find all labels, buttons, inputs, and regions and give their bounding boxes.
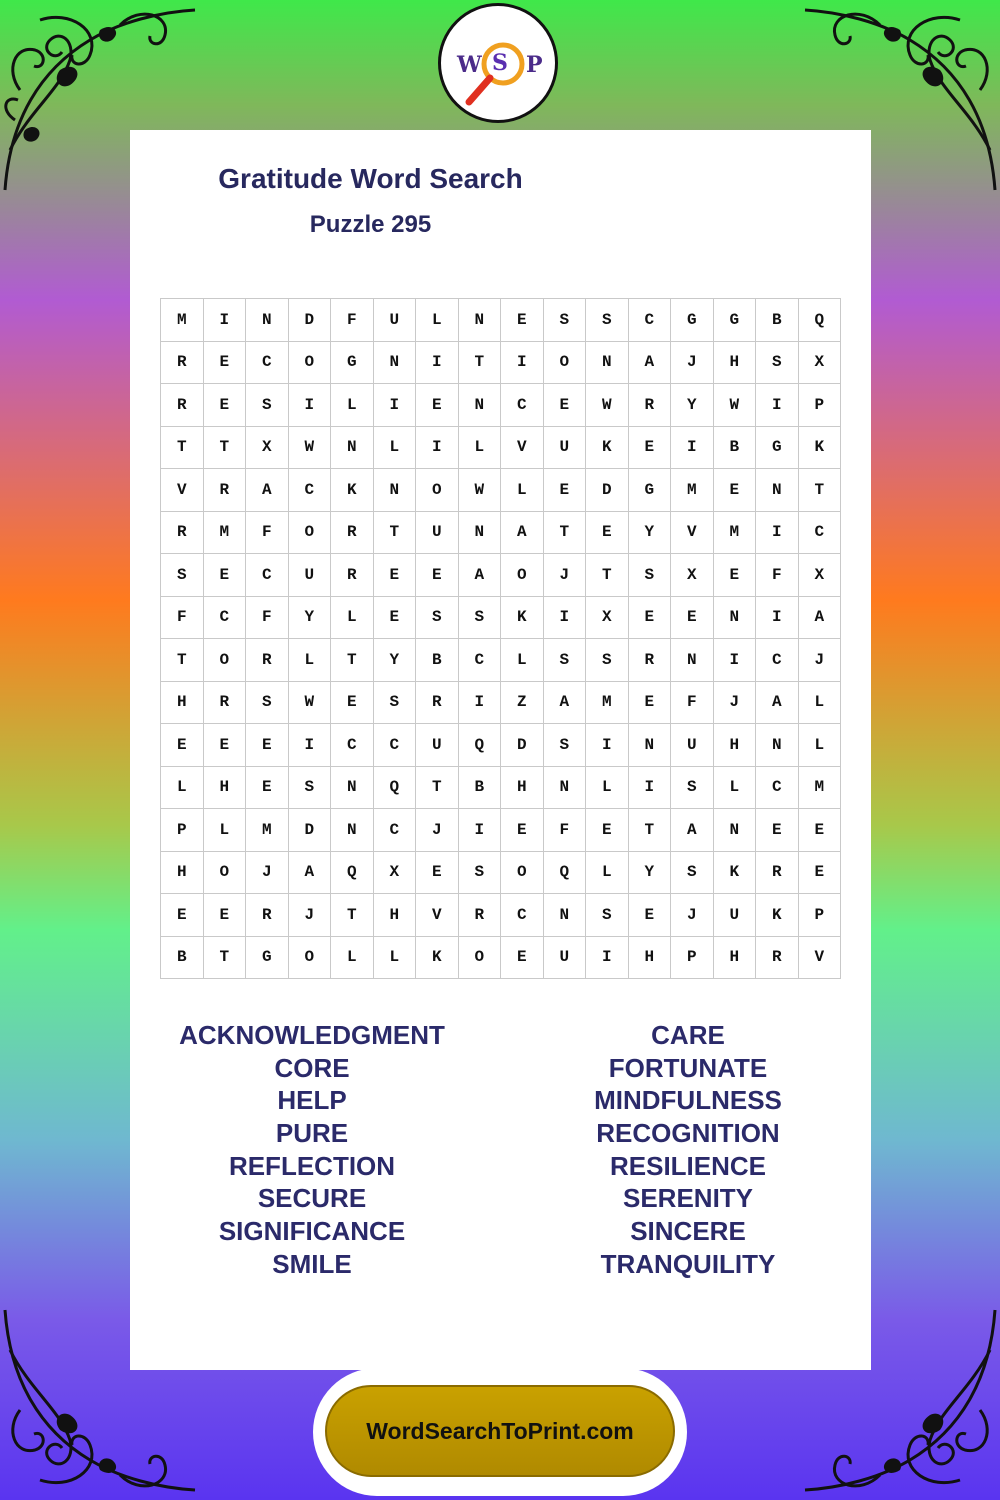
- grid-cell[interactable]: J: [543, 554, 586, 597]
- grid-cell[interactable]: R: [161, 511, 204, 554]
- word-list-item: SERENITY: [622, 1183, 754, 1214]
- grid-row: [161, 894, 841, 937]
- grid-row: [161, 299, 841, 342]
- grid-row: [161, 554, 841, 597]
- grid-row: [161, 469, 841, 512]
- grid-cell[interactable]: A: [798, 596, 841, 639]
- grid-cell[interactable]: R: [161, 341, 204, 384]
- word-list-item: FORTUNATE: [608, 1052, 768, 1083]
- word-list-item: SINCERE: [630, 1216, 746, 1247]
- grid-cell[interactable]: C: [203, 596, 246, 639]
- grid-cell[interactable]: O: [543, 341, 586, 384]
- grid-cell[interactable]: E: [501, 936, 544, 979]
- grid-cell[interactable]: L: [798, 724, 841, 767]
- grid-cell[interactable]: X: [671, 554, 714, 597]
- grid-row: [161, 766, 841, 809]
- grid-cell[interactable]: F: [246, 596, 289, 639]
- grid-cell[interactable]: V: [501, 426, 544, 469]
- grid-cell[interactable]: N: [713, 809, 756, 852]
- grid-cell[interactable]: V: [416, 894, 459, 937]
- grid-cell[interactable]: S: [246, 681, 289, 724]
- grid-cell[interactable]: E: [543, 469, 586, 512]
- grid-cell[interactable]: T: [161, 426, 204, 469]
- grid-cell[interactable]: B: [756, 299, 799, 342]
- grid-cell[interactable]: Q: [331, 851, 374, 894]
- grid-cell[interactable]: N: [458, 384, 501, 427]
- grid-cell[interactable]: H: [161, 681, 204, 724]
- grid-cell[interactable]: H: [373, 894, 416, 937]
- grid-cell[interactable]: C: [501, 894, 544, 937]
- grid-cell[interactable]: S: [246, 384, 289, 427]
- grid-cell[interactable]: S: [628, 554, 671, 597]
- grid-cell[interactable]: E: [671, 596, 714, 639]
- grid-cell[interactable]: E: [246, 724, 289, 767]
- grid-cell[interactable]: S: [373, 681, 416, 724]
- grid-cell[interactable]: K: [416, 936, 459, 979]
- word-list-item: ACKNOWLEDGMENT: [179, 1020, 445, 1050]
- grid-cell[interactable]: A: [628, 341, 671, 384]
- word-list-left: [152, 1019, 472, 1281]
- grid-cell[interactable]: E: [628, 426, 671, 469]
- grid-row: [161, 681, 841, 724]
- grid-cell[interactable]: O: [203, 851, 246, 894]
- grid-cell[interactable]: L: [501, 639, 544, 682]
- grid-cell[interactable]: E: [416, 554, 459, 597]
- grid-cell[interactable]: Y: [628, 511, 671, 554]
- wsp-logo: [438, 3, 558, 123]
- grid-cell[interactable]: T: [543, 511, 586, 554]
- grid-cell[interactable]: I: [756, 596, 799, 639]
- grid-cell[interactable]: L: [331, 384, 374, 427]
- grid-cell[interactable]: I: [586, 724, 629, 767]
- grid-cell[interactable]: A: [671, 809, 714, 852]
- grid-cell[interactable]: R: [628, 384, 671, 427]
- grid-cell[interactable]: K: [713, 851, 756, 894]
- grid-cell[interactable]: R: [756, 851, 799, 894]
- grid-cell[interactable]: S: [288, 766, 331, 809]
- grid-cell[interactable]: Q: [458, 724, 501, 767]
- grid-cell[interactable]: S: [586, 894, 629, 937]
- grid-cell[interactable]: C: [373, 809, 416, 852]
- grid-cell[interactable]: F: [671, 681, 714, 724]
- grid-cell[interactable]: W: [586, 384, 629, 427]
- grid-cell[interactable]: E: [543, 384, 586, 427]
- grid-cell[interactable]: E: [586, 511, 629, 554]
- grid-cell[interactable]: U: [713, 894, 756, 937]
- grid-cell[interactable]: A: [288, 851, 331, 894]
- grid-cell[interactable]: J: [671, 894, 714, 937]
- grid-cell[interactable]: E: [501, 299, 544, 342]
- grid-cell[interactable]: T: [203, 936, 246, 979]
- site-link-button[interactable]: [325, 1385, 675, 1477]
- grid-cell[interactable]: U: [288, 554, 331, 597]
- grid-cell[interactable]: K: [586, 426, 629, 469]
- grid-cell[interactable]: E: [203, 554, 246, 597]
- grid-cell[interactable]: P: [671, 936, 714, 979]
- grid-cell[interactable]: C: [756, 639, 799, 682]
- grid-cell[interactable]: G: [246, 936, 289, 979]
- grid-cell[interactable]: I: [671, 426, 714, 469]
- grid-cell[interactable]: S: [543, 299, 586, 342]
- grid-row: [161, 724, 841, 767]
- grid-cell[interactable]: Y: [373, 639, 416, 682]
- grid-cell[interactable]: Y: [628, 851, 671, 894]
- grid-cell[interactable]: K: [501, 596, 544, 639]
- grid-cell[interactable]: I: [628, 766, 671, 809]
- grid-cell[interactable]: T: [331, 894, 374, 937]
- grid-cell[interactable]: I: [458, 809, 501, 852]
- word-list-right: [528, 1019, 848, 1281]
- grid-cell[interactable]: I: [373, 384, 416, 427]
- grid-cell[interactable]: N: [628, 724, 671, 767]
- grid-cell[interactable]: R: [331, 554, 374, 597]
- grid-cell[interactable]: H: [161, 851, 204, 894]
- grid-cell[interactable]: G: [713, 299, 756, 342]
- grid-cell[interactable]: L: [161, 766, 204, 809]
- grid-cell[interactable]: C: [458, 639, 501, 682]
- grid-cell[interactable]: H: [501, 766, 544, 809]
- grid-cell[interactable]: J: [671, 341, 714, 384]
- grid-cell[interactable]: I: [288, 384, 331, 427]
- word-list-item: SECURE: [257, 1183, 367, 1214]
- grid-row: [161, 936, 841, 979]
- grid-cell[interactable]: O: [288, 341, 331, 384]
- grid-cell[interactable]: I: [458, 681, 501, 724]
- grid-cell[interactable]: C: [628, 299, 671, 342]
- grid-cell[interactable]: J: [246, 851, 289, 894]
- grid-cell[interactable]: E: [203, 724, 246, 767]
- grid-cell[interactable]: I: [756, 511, 799, 554]
- grid-cell[interactable]: T: [161, 639, 204, 682]
- grid-cell[interactable]: E: [416, 384, 459, 427]
- grid-cell[interactable]: D: [288, 809, 331, 852]
- grid-cell[interactable]: S: [671, 766, 714, 809]
- grid-cell[interactable]: G: [756, 426, 799, 469]
- grid-cell[interactable]: R: [161, 384, 204, 427]
- grid-cell[interactable]: E: [246, 766, 289, 809]
- grid-cell[interactable]: S: [756, 341, 799, 384]
- grid-cell[interactable]: N: [373, 341, 416, 384]
- grid-cell[interactable]: N: [586, 341, 629, 384]
- letter-grid: [160, 298, 841, 979]
- grid-cell[interactable]: Y: [671, 384, 714, 427]
- grid-cell[interactable]: V: [671, 511, 714, 554]
- grid-cell[interactable]: E: [203, 894, 246, 937]
- grid-cell[interactable]: Y: [288, 596, 331, 639]
- grid-cell[interactable]: X: [373, 851, 416, 894]
- grid-cell[interactable]: K: [331, 469, 374, 512]
- grid-cell[interactable]: G: [628, 469, 671, 512]
- grid-cell[interactable]: J: [416, 809, 459, 852]
- grid-cell[interactable]: C: [246, 341, 289, 384]
- grid-cell[interactable]: B: [458, 766, 501, 809]
- grid-cell[interactable]: S: [416, 596, 459, 639]
- grid-cell[interactable]: X: [798, 554, 841, 597]
- grid-cell[interactable]: F: [246, 511, 289, 554]
- grid-cell[interactable]: Q: [373, 766, 416, 809]
- grid-cell[interactable]: R: [416, 681, 459, 724]
- logo-letter-w: W: [457, 52, 482, 78]
- grid-cell[interactable]: R: [203, 681, 246, 724]
- grid-cell[interactable]: M: [798, 766, 841, 809]
- word-list-item: MINDFULNESS: [594, 1085, 782, 1116]
- grid-cell[interactable]: O: [203, 639, 246, 682]
- grid-cell[interactable]: C: [798, 511, 841, 554]
- grid-cell[interactable]: H: [713, 724, 756, 767]
- grid-cell[interactable]: N: [671, 639, 714, 682]
- grid-cell[interactable]: X: [586, 596, 629, 639]
- grid-cell[interactable]: L: [798, 681, 841, 724]
- grid-cell[interactable]: E: [628, 681, 671, 724]
- grid-cell[interactable]: T: [798, 469, 841, 512]
- puzzle-number: Puzzle 295: [309, 211, 432, 238]
- word-list-item: CARE: [651, 1020, 725, 1050]
- grid-cell[interactable]: A: [246, 469, 289, 512]
- grid-cell[interactable]: H: [203, 766, 246, 809]
- grid-cell[interactable]: E: [203, 384, 246, 427]
- grid-cell[interactable]: M: [671, 469, 714, 512]
- grid-cell[interactable]: S: [458, 851, 501, 894]
- word-list-item: CORE: [274, 1052, 350, 1083]
- grid-cell[interactable]: N: [756, 724, 799, 767]
- grid-cell[interactable]: A: [756, 681, 799, 724]
- grid-cell[interactable]: O: [288, 511, 331, 554]
- grid-cell[interactable]: N: [543, 766, 586, 809]
- grid-cell[interactable]: O: [501, 554, 544, 597]
- grid-cell[interactable]: C: [501, 384, 544, 427]
- grid-cell[interactable]: E: [798, 851, 841, 894]
- grid-cell[interactable]: B: [713, 426, 756, 469]
- grid-cell[interactable]: N: [331, 766, 374, 809]
- grid-cell[interactable]: P: [161, 809, 204, 852]
- grid-cell[interactable]: J: [713, 681, 756, 724]
- grid-cell[interactable]: L: [288, 639, 331, 682]
- word-list-item: SMILE: [272, 1248, 352, 1279]
- grid-cell[interactable]: E: [373, 596, 416, 639]
- grid-cell[interactable]: L: [586, 851, 629, 894]
- grid-cell[interactable]: U: [416, 511, 459, 554]
- grid-cell[interactable]: W: [288, 681, 331, 724]
- grid-cell[interactable]: N: [331, 809, 374, 852]
- grid-cell[interactable]: O: [458, 936, 501, 979]
- grid-cell[interactable]: I: [586, 936, 629, 979]
- grid-cell[interactable]: K: [798, 426, 841, 469]
- grid-cell[interactable]: P: [798, 384, 841, 427]
- grid-cell[interactable]: W: [288, 426, 331, 469]
- grid-cell[interactable]: M: [713, 511, 756, 554]
- grid-cell[interactable]: R: [756, 936, 799, 979]
- grid-cell[interactable]: E: [161, 894, 204, 937]
- grid-cell[interactable]: V: [798, 936, 841, 979]
- grid-cell[interactable]: U: [416, 724, 459, 767]
- grid-cell[interactable]: N: [756, 469, 799, 512]
- grid-cell[interactable]: H: [713, 936, 756, 979]
- grid-cell[interactable]: E: [203, 341, 246, 384]
- grid-cell[interactable]: T: [458, 341, 501, 384]
- grid-row: [161, 809, 841, 852]
- grid-cell[interactable]: R: [628, 639, 671, 682]
- grid-cell[interactable]: E: [628, 596, 671, 639]
- grid-cell[interactable]: O: [416, 469, 459, 512]
- grid-cell[interactable]: E: [373, 554, 416, 597]
- grid-cell[interactable]: F: [543, 809, 586, 852]
- grid-cell[interactable]: J: [798, 639, 841, 682]
- grid-cell[interactable]: T: [373, 511, 416, 554]
- grid-cell[interactable]: C: [756, 766, 799, 809]
- grid-cell[interactable]: A: [458, 554, 501, 597]
- grid-cell[interactable]: B: [161, 936, 204, 979]
- grid-cell[interactable]: M: [161, 299, 204, 342]
- grid-row: [161, 511, 841, 554]
- grid-cell[interactable]: I: [543, 596, 586, 639]
- grid-cell[interactable]: L: [458, 426, 501, 469]
- grid-cell[interactable]: T: [628, 809, 671, 852]
- grid-cell[interactable]: N: [331, 426, 374, 469]
- grid-cell[interactable]: R: [203, 469, 246, 512]
- grid-cell[interactable]: D: [586, 469, 629, 512]
- grid-cell[interactable]: I: [756, 384, 799, 427]
- grid-cell[interactable]: L: [331, 596, 374, 639]
- grid-cell[interactable]: D: [501, 724, 544, 767]
- grid-cell[interactable]: U: [543, 426, 586, 469]
- grid-cell[interactable]: O: [288, 936, 331, 979]
- grid-cell[interactable]: U: [543, 936, 586, 979]
- grid-row: [161, 851, 841, 894]
- grid-cell[interactable]: S: [458, 596, 501, 639]
- grid-cell[interactable]: J: [288, 894, 331, 937]
- grid-row: [161, 426, 841, 469]
- grid-cell[interactable]: P: [798, 894, 841, 937]
- grid-cell[interactable]: M: [586, 681, 629, 724]
- grid-cell[interactable]: Z: [501, 681, 544, 724]
- grid-cell[interactable]: U: [373, 299, 416, 342]
- grid-cell[interactable]: T: [586, 554, 629, 597]
- grid-cell[interactable]: F: [161, 596, 204, 639]
- grid-cell[interactable]: S: [586, 299, 629, 342]
- grid-cell[interactable]: E: [713, 554, 756, 597]
- grid-cell[interactable]: R: [246, 894, 289, 937]
- grid-row: [161, 639, 841, 682]
- grid-cell[interactable]: L: [331, 936, 374, 979]
- grid-cell[interactable]: S: [543, 639, 586, 682]
- grid-cell[interactable]: L: [501, 469, 544, 512]
- grid-cell[interactable]: N: [458, 299, 501, 342]
- grid-cell[interactable]: W: [458, 469, 501, 512]
- grid-cell[interactable]: H: [628, 936, 671, 979]
- word-list-item: SIGNIFICANCE: [218, 1216, 406, 1247]
- logo-letter-p: P: [526, 52, 543, 78]
- grid-cell[interactable]: E: [161, 724, 204, 767]
- grid-cell[interactable]: L: [416, 299, 459, 342]
- grid-cell[interactable]: E: [798, 809, 841, 852]
- grid-cell[interactable]: N: [543, 894, 586, 937]
- grid-cell[interactable]: T: [203, 426, 246, 469]
- grid-row: [161, 596, 841, 639]
- grid-cell[interactable]: L: [586, 766, 629, 809]
- grid-cell[interactable]: Q: [798, 299, 841, 342]
- grid-cell[interactable]: T: [416, 766, 459, 809]
- word-list-item: TRANQUILITY: [600, 1248, 776, 1279]
- word-list-item: RECOGNITION: [596, 1118, 780, 1149]
- word-list-item: RESILIENCE: [609, 1150, 767, 1181]
- grid-cell[interactable]: C: [246, 554, 289, 597]
- grid-cell[interactable]: E: [586, 809, 629, 852]
- grid-cell[interactable]: S: [586, 639, 629, 682]
- page-title: Gratitude Word Search: [218, 163, 523, 194]
- grid-cell[interactable]: N: [713, 596, 756, 639]
- site-link-label: WordSearchToPrint.com: [366, 1417, 634, 1444]
- grid-cell[interactable]: R: [458, 894, 501, 937]
- grid-cell[interactable]: M: [203, 511, 246, 554]
- grid-row: [161, 341, 841, 384]
- grid-cell[interactable]: I: [416, 426, 459, 469]
- grid-cell[interactable]: I: [713, 639, 756, 682]
- word-list-item: PURE: [275, 1118, 349, 1149]
- grid-cell[interactable]: A: [543, 681, 586, 724]
- grid-cell[interactable]: S: [161, 554, 204, 597]
- grid-cell[interactable]: E: [628, 894, 671, 937]
- grid-cell[interactable]: E: [331, 681, 374, 724]
- grid-cell[interactable]: S: [671, 851, 714, 894]
- grid-cell[interactable]: N: [373, 469, 416, 512]
- grid-cell[interactable]: H: [713, 341, 756, 384]
- grid-cell[interactable]: K: [756, 894, 799, 937]
- grid-row: [161, 384, 841, 427]
- grid-cell[interactable]: R: [331, 511, 374, 554]
- grid-cell[interactable]: N: [246, 299, 289, 342]
- grid-cell[interactable]: E: [416, 851, 459, 894]
- grid-cell[interactable]: D: [288, 299, 331, 342]
- grid-cell[interactable]: G: [331, 341, 374, 384]
- grid-cell[interactable]: B: [416, 639, 459, 682]
- grid-cell[interactable]: I: [203, 299, 246, 342]
- grid-cell[interactable]: W: [713, 384, 756, 427]
- grid-cell[interactable]: O: [501, 851, 544, 894]
- grid-cell[interactable]: F: [756, 554, 799, 597]
- grid-cell[interactable]: A: [501, 511, 544, 554]
- grid-cell[interactable]: C: [331, 724, 374, 767]
- grid-cell[interactable]: R: [246, 639, 289, 682]
- grid-cell[interactable]: G: [671, 299, 714, 342]
- word-list-item: REFLECTION: [228, 1150, 396, 1181]
- grid-cell[interactable]: L: [203, 809, 246, 852]
- grid-cell[interactable]: V: [161, 469, 204, 512]
- grid-cell[interactable]: E: [756, 809, 799, 852]
- grid-cell[interactable]: L: [373, 936, 416, 979]
- grid-cell[interactable]: F: [331, 299, 374, 342]
- grid-cell[interactable]: T: [331, 639, 374, 682]
- grid-cell[interactable]: N: [458, 511, 501, 554]
- grid-cell[interactable]: L: [373, 426, 416, 469]
- grid-cell[interactable]: E: [501, 809, 544, 852]
- grid-cell[interactable]: M: [246, 809, 289, 852]
- grid-cell[interactable]: X: [246, 426, 289, 469]
- grid-cell[interactable]: E: [713, 469, 756, 512]
- grid-cell[interactable]: C: [288, 469, 331, 512]
- grid-cell[interactable]: I: [416, 341, 459, 384]
- logo-letter-s: S: [492, 50, 508, 76]
- word-list-item: HELP: [277, 1085, 347, 1116]
- grid-cell[interactable]: I: [501, 341, 544, 384]
- grid-cell[interactable]: C: [373, 724, 416, 767]
- grid-cell[interactable]: Q: [543, 851, 586, 894]
- grid-cell[interactable]: I: [288, 724, 331, 767]
- grid-cell[interactable]: S: [543, 724, 586, 767]
- grid-cell[interactable]: U: [671, 724, 714, 767]
- grid-cell[interactable]: X: [798, 341, 841, 384]
- grid-cell[interactable]: L: [713, 766, 756, 809]
